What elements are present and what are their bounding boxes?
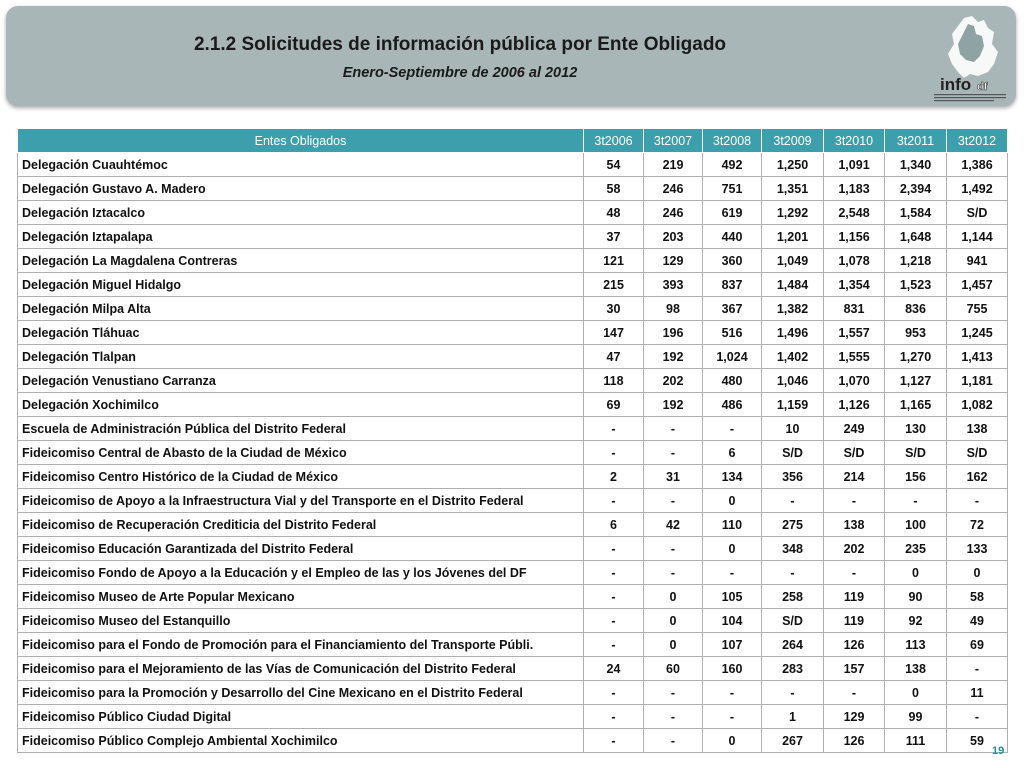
value-cell: 147 [584, 321, 644, 345]
value-cell: 1,201 [762, 225, 824, 249]
ente-name-cell: Delegación La Magdalena Contreras [18, 249, 584, 273]
value-cell: 107 [703, 633, 762, 657]
value-cell: 118 [584, 369, 644, 393]
value-cell: 831 [824, 297, 885, 321]
value-cell: 2,394 [885, 177, 947, 201]
value-cell: 836 [885, 297, 947, 321]
value-cell: 1,584 [885, 201, 947, 225]
column-header-3t2008: 3t2008 [703, 129, 762, 153]
value-cell: 157 [824, 657, 885, 681]
value-cell: 1,127 [885, 369, 947, 393]
table-row [18, 513, 1008, 537]
ente-name-cell: Delegación Cuauhtémoc [18, 153, 584, 177]
value-cell: 1,165 [885, 393, 947, 417]
value-cell: 37 [584, 225, 644, 249]
value-cell: 1,496 [762, 321, 824, 345]
table-row [18, 729, 1008, 753]
table-header-row [18, 129, 1008, 153]
value-cell: 1,046 [762, 369, 824, 393]
column-header-3t2006: 3t2006 [584, 129, 644, 153]
value-cell: - [644, 489, 703, 513]
value-cell: 99 [885, 705, 947, 729]
ente-name-cell: Fideicomiso para la Promoción y Desarrollo del Cine Mexicano en el Distrito Federal [18, 681, 584, 705]
value-cell: 1,557 [824, 321, 885, 345]
value-cell: 1,078 [824, 249, 885, 273]
value-cell: 393 [644, 273, 703, 297]
value-cell: - [762, 681, 824, 705]
value-cell: 1 [762, 705, 824, 729]
ente-name-cell: Delegación Iztapalapa [18, 225, 584, 249]
ente-name-cell: Fideicomiso Museo del Estanquillo [18, 609, 584, 633]
value-cell: S/D [762, 609, 824, 633]
value-cell: 105 [703, 585, 762, 609]
value-cell: - [584, 489, 644, 513]
value-cell: 440 [703, 225, 762, 249]
table-row [18, 537, 1008, 561]
table-row [18, 201, 1008, 225]
value-cell: - [644, 417, 703, 441]
value-cell: - [762, 489, 824, 513]
value-cell: 1,382 [762, 297, 824, 321]
value-cell: 755 [947, 297, 1008, 321]
value-cell: 58 [947, 585, 1008, 609]
value-cell: 0 [885, 561, 947, 585]
value-cell: 1,413 [947, 345, 1008, 369]
value-cell: 1,484 [762, 273, 824, 297]
value-cell: 126 [824, 729, 885, 753]
value-cell: - [824, 561, 885, 585]
value-cell: 134 [703, 465, 762, 489]
value-cell: 156 [885, 465, 947, 489]
value-cell: 92 [885, 609, 947, 633]
value-cell: 486 [703, 393, 762, 417]
table-row [18, 633, 1008, 657]
value-cell: 246 [644, 201, 703, 225]
value-cell: 1,245 [947, 321, 1008, 345]
value-cell: 1,351 [762, 177, 824, 201]
column-header-3t2011: 3t2011 [885, 129, 947, 153]
value-cell: 219 [644, 153, 703, 177]
value-cell: 133 [947, 537, 1008, 561]
value-cell: 1,183 [824, 177, 885, 201]
header-band [6, 6, 1016, 106]
table-row [18, 441, 1008, 465]
table-row [18, 153, 1008, 177]
value-cell: - [947, 489, 1008, 513]
value-cell: 1,292 [762, 201, 824, 225]
value-cell: 59 [947, 729, 1008, 753]
table-row [18, 297, 1008, 321]
value-cell: 1,402 [762, 345, 824, 369]
value-cell: 90 [885, 585, 947, 609]
infodf-logo [930, 14, 1010, 104]
value-cell: 192 [644, 393, 703, 417]
value-cell: - [584, 561, 644, 585]
page-subtitle: Enero-Septiembre de 2006 al 2012 [342, 65, 578, 81]
ente-name-cell: Delegación Iztacalco [18, 201, 584, 225]
table-row [18, 561, 1008, 585]
value-cell: 58 [584, 177, 644, 201]
value-cell: 1,648 [885, 225, 947, 249]
solicitudes-table [17, 128, 1008, 753]
ente-name-cell: Fideicomiso Público Complejo Ambiental Xochimilco [18, 729, 584, 753]
value-cell: 104 [703, 609, 762, 633]
value-cell: S/D [885, 441, 947, 465]
value-cell: 30 [584, 297, 644, 321]
value-cell: 0 [885, 681, 947, 705]
value-cell: 348 [762, 537, 824, 561]
value-cell: - [644, 681, 703, 705]
ente-name-cell: Fideicomiso Público Ciudad Digital [18, 705, 584, 729]
value-cell: 202 [644, 369, 703, 393]
table-body [18, 153, 1008, 753]
value-cell: - [703, 705, 762, 729]
ente-name-cell: Fideicomiso de Recuperación Crediticia del Distrito Federal [18, 513, 584, 537]
value-cell: 129 [824, 705, 885, 729]
value-cell: - [644, 561, 703, 585]
value-cell: 1,250 [762, 153, 824, 177]
table-row [18, 705, 1008, 729]
value-cell: - [947, 705, 1008, 729]
value-cell: 100 [885, 513, 947, 537]
value-cell: 196 [644, 321, 703, 345]
table-row [18, 585, 1008, 609]
value-cell: 249 [824, 417, 885, 441]
value-cell: 516 [703, 321, 762, 345]
value-cell: 275 [762, 513, 824, 537]
value-cell: 110 [703, 513, 762, 537]
value-cell: 160 [703, 657, 762, 681]
value-cell: S/D [947, 441, 1008, 465]
value-cell: - [584, 729, 644, 753]
ente-name-cell: Delegación Gustavo A. Madero [18, 177, 584, 201]
table-row [18, 225, 1008, 249]
value-cell: 258 [762, 585, 824, 609]
value-cell: 1,126 [824, 393, 885, 417]
value-cell: 69 [584, 393, 644, 417]
ente-name-cell: Fideicomiso Centro Histórico de la Ciudad de México [18, 465, 584, 489]
ente-name-cell: Delegación Tlalpan [18, 345, 584, 369]
value-cell: 0 [703, 489, 762, 513]
value-cell: 48 [584, 201, 644, 225]
value-cell: 111 [885, 729, 947, 753]
value-cell: 130 [885, 417, 947, 441]
column-header-3t2012: 3t2012 [947, 129, 1008, 153]
value-cell: 235 [885, 537, 947, 561]
value-cell: 0 [703, 729, 762, 753]
value-cell: 113 [885, 633, 947, 657]
value-cell: 162 [947, 465, 1008, 489]
value-cell: - [824, 489, 885, 513]
table-row [18, 321, 1008, 345]
value-cell: 492 [703, 153, 762, 177]
value-cell: 1,156 [824, 225, 885, 249]
value-cell: 49 [947, 609, 1008, 633]
ente-name-cell: Delegación Miguel Hidalgo [18, 273, 584, 297]
value-cell: 54 [584, 153, 644, 177]
value-cell: 2,548 [824, 201, 885, 225]
value-cell: - [762, 561, 824, 585]
value-cell: 0 [644, 633, 703, 657]
value-cell: 31 [644, 465, 703, 489]
value-cell: 1,354 [824, 273, 885, 297]
column-header-entes: Entes Obligados [18, 129, 584, 153]
value-cell: 2 [584, 465, 644, 489]
value-cell: - [703, 681, 762, 705]
value-cell: 119 [824, 609, 885, 633]
page-number: 19 [992, 745, 1005, 757]
value-cell: 129 [644, 249, 703, 273]
value-cell: 0 [703, 537, 762, 561]
value-cell: - [584, 441, 644, 465]
ente-name-cell: Fideicomiso Central de Abasto de la Ciudad de México [18, 441, 584, 465]
value-cell: 203 [644, 225, 703, 249]
value-cell: 246 [644, 177, 703, 201]
value-cell: 1,340 [885, 153, 947, 177]
value-cell: - [584, 417, 644, 441]
value-cell: 138 [947, 417, 1008, 441]
value-cell: - [584, 609, 644, 633]
ente-name-cell: Delegación Xochimilco [18, 393, 584, 417]
value-cell: 60 [644, 657, 703, 681]
value-cell: 1,270 [885, 345, 947, 369]
value-cell: 360 [703, 249, 762, 273]
table-row [18, 369, 1008, 393]
value-cell: 283 [762, 657, 824, 681]
table-row [18, 393, 1008, 417]
value-cell: S/D [824, 441, 885, 465]
value-cell: 202 [824, 537, 885, 561]
value-cell: 1,049 [762, 249, 824, 273]
ente-name-cell: Fideicomiso de Apoyo a la Infraestructura Vial y del Transporte en el Distrito Federal [18, 489, 584, 513]
value-cell: 0 [644, 585, 703, 609]
value-cell: 47 [584, 345, 644, 369]
page-title: 2.1.2 Solicitudes de información pública por Ente Obligado [193, 34, 727, 55]
ente-name-cell: Fideicomiso Museo de Arte Popular Mexicano [18, 585, 584, 609]
value-cell: 11 [947, 681, 1008, 705]
value-cell: 1,523 [885, 273, 947, 297]
value-cell: - [644, 729, 703, 753]
value-cell: 0 [644, 609, 703, 633]
value-cell: 480 [703, 369, 762, 393]
value-cell: S/D [762, 441, 824, 465]
value-cell: - [584, 705, 644, 729]
value-cell: 126 [824, 633, 885, 657]
value-cell: 215 [584, 273, 644, 297]
ente-name-cell: Delegación Tláhuac [18, 321, 584, 345]
value-cell: - [824, 681, 885, 705]
value-cell: 69 [947, 633, 1008, 657]
value-cell: 356 [762, 465, 824, 489]
value-cell: 6 [703, 441, 762, 465]
value-cell: 1,144 [947, 225, 1008, 249]
value-cell: - [584, 585, 644, 609]
column-header-3t2007: 3t2007 [644, 129, 703, 153]
value-cell: 138 [885, 657, 947, 681]
value-cell: - [947, 657, 1008, 681]
ente-name-cell: Fideicomiso para el Fondo de Promoción para el Financiamiento del Transporte Públi. [18, 633, 584, 657]
value-cell: - [885, 489, 947, 513]
table-row [18, 273, 1008, 297]
ente-name-cell: Delegación Milpa Alta [18, 297, 584, 321]
value-cell: 10 [762, 417, 824, 441]
value-cell: 1,159 [762, 393, 824, 417]
value-cell: 1,218 [885, 249, 947, 273]
value-cell: 1,386 [947, 153, 1008, 177]
table-row [18, 177, 1008, 201]
ente-name-cell: Fideicomiso Fondo de Apoyo a la Educación y el Empleo de las y los Jóvenes del DF [18, 561, 584, 585]
value-cell: 267 [762, 729, 824, 753]
value-cell: 1,457 [947, 273, 1008, 297]
ente-name-cell: Escuela de Administración Pública del Distrito Federal [18, 417, 584, 441]
value-cell: - [584, 537, 644, 561]
value-cell: 1,082 [947, 393, 1008, 417]
value-cell: S/D [947, 201, 1008, 225]
value-cell: 119 [824, 585, 885, 609]
ente-name-cell: Fideicomiso Educación Garantizada del Distrito Federal [18, 537, 584, 561]
table-row [18, 249, 1008, 273]
value-cell: 138 [824, 513, 885, 537]
value-cell: 1,181 [947, 369, 1008, 393]
table-row [18, 489, 1008, 513]
table-row [18, 609, 1008, 633]
value-cell: - [644, 705, 703, 729]
value-cell: 953 [885, 321, 947, 345]
value-cell: 121 [584, 249, 644, 273]
column-header-3t2010: 3t2010 [824, 129, 885, 153]
value-cell: 0 [947, 561, 1008, 585]
value-cell: 192 [644, 345, 703, 369]
value-cell: 1,492 [947, 177, 1008, 201]
value-cell: - [644, 441, 703, 465]
value-cell: 1,024 [703, 345, 762, 369]
value-cell: 619 [703, 201, 762, 225]
value-cell: 42 [644, 513, 703, 537]
value-cell: 751 [703, 177, 762, 201]
value-cell: 264 [762, 633, 824, 657]
value-cell: - [703, 561, 762, 585]
svg-text:df: df [977, 81, 988, 93]
value-cell: 837 [703, 273, 762, 297]
value-cell: - [703, 417, 762, 441]
value-cell: 1,091 [824, 153, 885, 177]
table-row [18, 657, 1008, 681]
table-row [18, 465, 1008, 489]
value-cell: 6 [584, 513, 644, 537]
ente-name-cell: Fideicomiso para el Mejoramiento de las Vías de Comunicación del Distrito Federal [18, 657, 584, 681]
svg-text:info: info [940, 75, 972, 94]
value-cell: 98 [644, 297, 703, 321]
value-cell: 941 [947, 249, 1008, 273]
value-cell: - [584, 681, 644, 705]
value-cell: 1,555 [824, 345, 885, 369]
value-cell: - [644, 537, 703, 561]
value-cell: 367 [703, 297, 762, 321]
ente-name-cell: Delegación Venustiano Carranza [18, 369, 584, 393]
table-row [18, 681, 1008, 705]
value-cell: 214 [824, 465, 885, 489]
table-row [18, 345, 1008, 369]
value-cell: - [584, 633, 644, 657]
table-row [18, 417, 1008, 441]
value-cell: 72 [947, 513, 1008, 537]
column-header-3t2009: 3t2009 [762, 129, 824, 153]
value-cell: 24 [584, 657, 644, 681]
value-cell: 1,070 [824, 369, 885, 393]
